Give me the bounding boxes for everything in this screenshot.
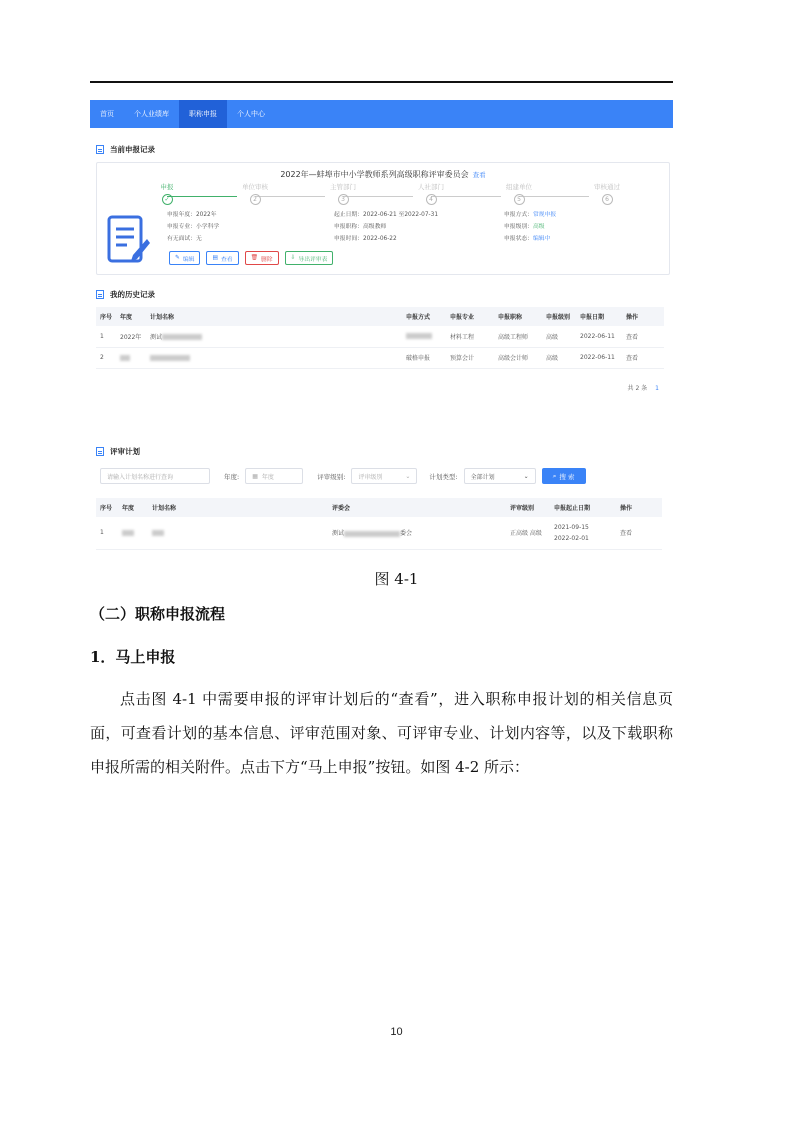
col-header: 申报起止日期 bbox=[550, 498, 616, 517]
cell-level: 正高级 高级 bbox=[506, 517, 550, 549]
filter-bar bbox=[100, 468, 586, 484]
cell-date: 2022-06-11 bbox=[576, 347, 622, 368]
card-title bbox=[97, 169, 669, 180]
level-label: 申报级别： bbox=[504, 224, 533, 230]
cell-level: 高级 bbox=[542, 326, 576, 347]
col-header: 评审级别 bbox=[506, 498, 550, 517]
plan-name: 测试 bbox=[150, 333, 163, 341]
document-icon bbox=[96, 145, 104, 154]
export-button[interactable] bbox=[285, 251, 334, 265]
cell-major: 预算会计 bbox=[446, 347, 494, 368]
col-header: 评委会 bbox=[328, 498, 506, 517]
level-label: 评审级别: bbox=[317, 472, 346, 481]
cell-title: 高级工程师 bbox=[494, 326, 542, 347]
calendar-icon: ▦ bbox=[252, 472, 258, 480]
view-link[interactable]: 查看 bbox=[622, 326, 664, 347]
history-label: 我的历史记录 bbox=[110, 290, 155, 299]
table-row[interactable] bbox=[96, 347, 664, 368]
level-placeholder: 评审级别 bbox=[358, 473, 383, 481]
date-end: 2022-02-01 bbox=[554, 534, 589, 542]
col-header: 操作 bbox=[616, 498, 662, 517]
current-record-label: 当前申报记录 bbox=[110, 145, 155, 154]
plan-title bbox=[96, 446, 140, 457]
step-label: 主管部门 bbox=[330, 183, 356, 191]
step-number: 5 bbox=[514, 194, 525, 205]
step-number: 3 bbox=[338, 194, 349, 205]
current-record-card bbox=[96, 162, 670, 275]
step-dept bbox=[313, 182, 373, 205]
col-header: 操作 bbox=[622, 307, 664, 326]
step-number: 4 bbox=[426, 194, 437, 205]
date-start: 2021-09-15 bbox=[554, 523, 589, 531]
info-col-1 bbox=[167, 209, 219, 245]
cell-title: 高级会计师 bbox=[494, 347, 542, 368]
col-header: 序号 bbox=[96, 307, 116, 326]
step-label: 单位审核 bbox=[242, 183, 268, 191]
cell-no: 1 bbox=[96, 326, 116, 347]
total-count: 共 2 条 bbox=[627, 385, 648, 392]
delete-button[interactable] bbox=[245, 251, 279, 265]
status-value: 编辑中 bbox=[533, 236, 551, 242]
cell-name bbox=[146, 326, 402, 347]
view-link[interactable]: 查看 bbox=[622, 347, 664, 368]
cell-method bbox=[402, 326, 446, 347]
search-input[interactable]: 请输入计划名称进行查询 bbox=[100, 468, 210, 484]
view-link[interactable]: 查看 bbox=[616, 517, 662, 549]
col-header: 年度 bbox=[116, 307, 146, 326]
check-icon: ✓ bbox=[162, 194, 173, 205]
history-title bbox=[96, 289, 155, 300]
cell-date: 2022-06-11 bbox=[576, 326, 622, 347]
col-header: 申报专业 bbox=[446, 307, 494, 326]
header-rule bbox=[90, 81, 673, 83]
info-interview: 有无面试：无 bbox=[167, 236, 202, 242]
search-button[interactable] bbox=[542, 468, 586, 484]
export-label: 导出评审表 bbox=[298, 256, 328, 263]
nav-personal-center[interactable]: 个人中心 bbox=[237, 110, 265, 118]
action-buttons bbox=[169, 251, 333, 265]
view-label: 查看 bbox=[220, 256, 233, 263]
step-hr bbox=[401, 182, 461, 205]
year-placeholder: 年度 bbox=[261, 473, 274, 481]
nav-title-application[interactable]: 职称申报 bbox=[179, 100, 227, 128]
col-header: 申报职称 bbox=[494, 307, 542, 326]
calendar-icon bbox=[96, 447, 104, 456]
cell-year bbox=[118, 517, 148, 549]
cell-year bbox=[116, 347, 146, 368]
step-approved bbox=[577, 182, 637, 205]
nav-performance[interactable]: 个人业绩库 bbox=[134, 110, 169, 118]
search-label: 搜 索 bbox=[559, 472, 575, 481]
col-header: 年度 bbox=[118, 498, 148, 517]
status-label: 申报状态： bbox=[504, 236, 533, 242]
redacted-text bbox=[120, 355, 130, 361]
trash-icon: 🗑 bbox=[250, 255, 258, 261]
edit-button[interactable] bbox=[169, 251, 200, 265]
redacted-text bbox=[152, 530, 164, 536]
step-number: 2 bbox=[250, 194, 261, 205]
plan-title: 2022年—蚌埠市中小学教师系列高级职称评审委员会 bbox=[280, 170, 469, 179]
history-table bbox=[96, 307, 664, 369]
progress-steps bbox=[137, 182, 627, 208]
year-label: 年度: bbox=[224, 472, 240, 481]
cell-name bbox=[146, 347, 402, 368]
info-col-3 bbox=[504, 209, 556, 245]
type-label: 计划类型: bbox=[429, 472, 458, 481]
page-1[interactable]: 1 bbox=[655, 385, 659, 392]
committee-suffix: 委会 bbox=[400, 530, 413, 538]
col-header: 申报日期 bbox=[576, 307, 622, 326]
view-link[interactable]: 查看 bbox=[472, 171, 486, 179]
table-row[interactable] bbox=[96, 517, 662, 549]
nav-home[interactable]: 首页 bbox=[100, 110, 114, 118]
body-paragraph: 点击图 4-1 中需要申报的评审计划后的“查看”，进入职称申报计划的相关信息页面，可查看计划的基本信息、评审范围对象、可评审专业、计划内容等，以及下载职称申报所需的相关附件。点击下方“马上申报”按钮。如图 4-2 所示： bbox=[90, 690, 673, 776]
col-header: 申报级别 bbox=[542, 307, 576, 326]
col-header: 计划名称 bbox=[148, 498, 328, 517]
redacted-text bbox=[162, 334, 202, 340]
method-label: 申报方式： bbox=[504, 212, 533, 218]
view-icon: ▤ bbox=[212, 255, 218, 261]
level-value: 高级 bbox=[533, 224, 545, 230]
info-level bbox=[504, 221, 556, 233]
cell-level: 高级 bbox=[542, 347, 576, 368]
info-period: 起止日期：2022-06-21 至2022-07-31 bbox=[334, 212, 439, 218]
type-value: 全部计划 bbox=[470, 473, 495, 481]
col-header: 序号 bbox=[96, 498, 118, 517]
screenshot-figure bbox=[90, 100, 673, 550]
cell-method: 破格申报 bbox=[402, 347, 446, 368]
level-select[interactable] bbox=[351, 468, 417, 484]
info-col-2 bbox=[334, 209, 438, 245]
export-icon: ⇩ bbox=[290, 255, 296, 261]
plan-table bbox=[96, 498, 662, 550]
figure-caption: 图 4-1 bbox=[374, 570, 419, 588]
table-row[interactable] bbox=[96, 326, 664, 347]
cell-major: 材料工程 bbox=[446, 326, 494, 347]
cell-no: 1 bbox=[96, 517, 118, 549]
cell-no: 2 bbox=[96, 347, 116, 368]
info-status bbox=[504, 233, 556, 245]
application-form-icon bbox=[107, 215, 151, 267]
table-header bbox=[96, 498, 662, 517]
search-icon: ⌕ bbox=[552, 471, 557, 480]
info-title: 申报职称：高级教师 bbox=[334, 224, 387, 230]
method-value: 常规申报 bbox=[533, 212, 557, 218]
document-icon bbox=[96, 290, 104, 299]
section-heading: （二）职称申报流程 bbox=[90, 605, 226, 623]
step-number: 6 bbox=[602, 194, 613, 205]
col-header: 计划名称 bbox=[146, 307, 402, 326]
step-label: 人社部门 bbox=[418, 183, 444, 191]
redacted-text bbox=[344, 531, 400, 537]
cell-committee bbox=[328, 517, 506, 549]
subsection-heading: 1．马上申报 bbox=[90, 648, 176, 666]
current-record-title bbox=[96, 144, 155, 155]
step-label: 审核通过 bbox=[594, 183, 620, 191]
edit-icon: ✎ bbox=[175, 255, 180, 261]
step-org-unit bbox=[489, 182, 549, 205]
step-label: 申报 bbox=[160, 183, 174, 191]
committee-prefix: 测试 bbox=[332, 530, 345, 538]
page-number: 10 bbox=[390, 1026, 403, 1038]
info-time: 申报时间：2022-06-22 bbox=[334, 236, 397, 242]
type-select[interactable] bbox=[464, 468, 536, 484]
view-button[interactable] bbox=[206, 251, 238, 265]
edit-label: 编辑 bbox=[182, 256, 195, 263]
info-method bbox=[504, 209, 556, 221]
top-nav bbox=[90, 100, 673, 128]
info-major: 申报专业：小学科学 bbox=[167, 224, 220, 230]
step-apply bbox=[137, 182, 197, 205]
info-year: 申报年度：2022年 bbox=[167, 212, 217, 218]
cell-year: 2022年 bbox=[116, 326, 146, 347]
col-header: 申报方式 bbox=[402, 307, 446, 326]
redacted-text bbox=[122, 530, 134, 536]
cell-name bbox=[148, 517, 328, 549]
delete-label: 删除 bbox=[260, 256, 273, 263]
redacted-text bbox=[150, 355, 190, 361]
chevron-down-icon: ⌄ bbox=[405, 472, 411, 480]
plan-label: 评审计划 bbox=[110, 447, 140, 456]
chevron-down-icon: ⌄ bbox=[523, 472, 529, 480]
redacted-text bbox=[406, 333, 432, 339]
step-unit-review bbox=[225, 182, 285, 205]
step-label: 组建单位 bbox=[506, 183, 532, 191]
year-picker[interactable] bbox=[245, 468, 303, 484]
cell-dates bbox=[550, 517, 616, 549]
table-header bbox=[96, 307, 664, 326]
pagination bbox=[628, 383, 659, 392]
